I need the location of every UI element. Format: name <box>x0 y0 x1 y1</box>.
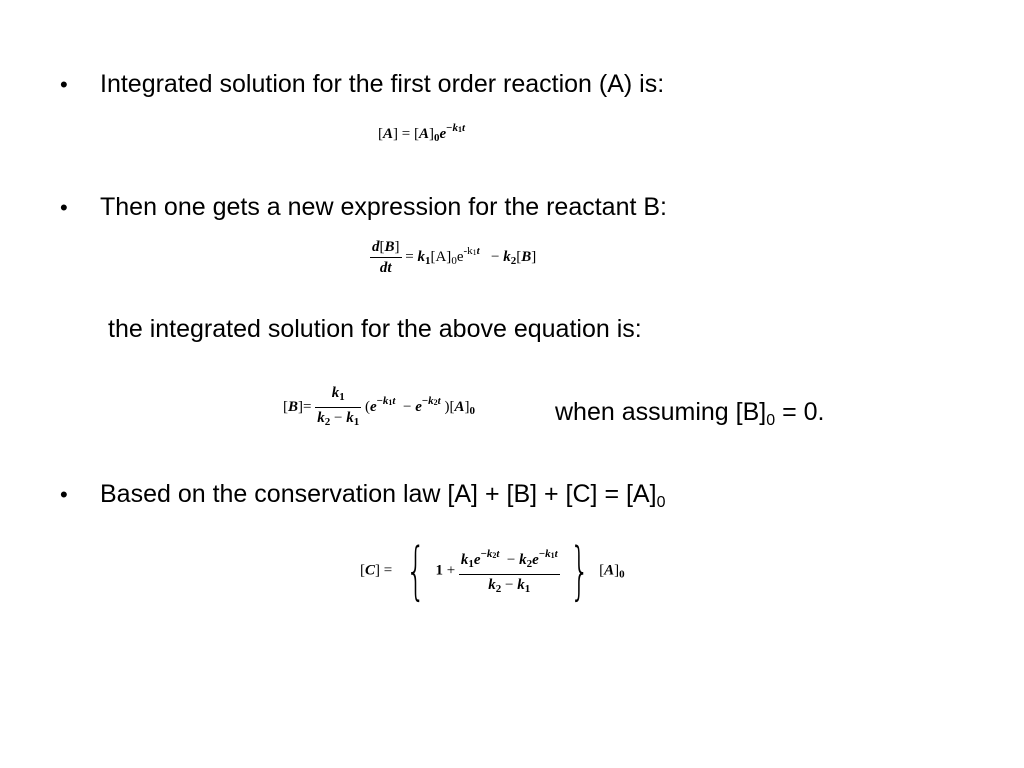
text-assumption: when assuming $[B]_0 = 0$. <box>555 398 825 429</box>
text-integrated-solution: the integrated solution for the above equation is: <box>108 315 642 343</box>
bullet-text-first-order: Integrated solution for the first order reaction (A) is: <box>100 70 665 98</box>
equation-a: $[A] = [A]_0e^{-k1t}$ <box>378 122 465 144</box>
equation-db-dt: $\frac{d[B]}{dt}$ = $k_1[A]_0e^{-k1t} - k_2[B]$ <box>372 239 537 276</box>
bullet-marker: • <box>60 195 68 220</box>
equation-c: [C] = { 1 + $\frac{k_1e^{-k2t} - k_2e^{-k1t}}{k_2 - k_1}$ } $[A]_0$ <box>360 534 625 607</box>
bullet-text-reactant-b: Then one gets a new expression for the reactant B: <box>100 193 668 221</box>
bullet-marker: • <box>60 72 68 97</box>
bullet-marker: • <box>60 482 68 507</box>
equation-b: [B]= $\frac{k_1}{k_2 - k_1}$ ($e^{-k1t} - e^{-k2t}$ )$[A]_0$ <box>283 385 475 428</box>
bullet-text-conservation-law: Based on the conservation law $[A] + [B] + [C] = [A]_0$ <box>100 480 666 511</box>
